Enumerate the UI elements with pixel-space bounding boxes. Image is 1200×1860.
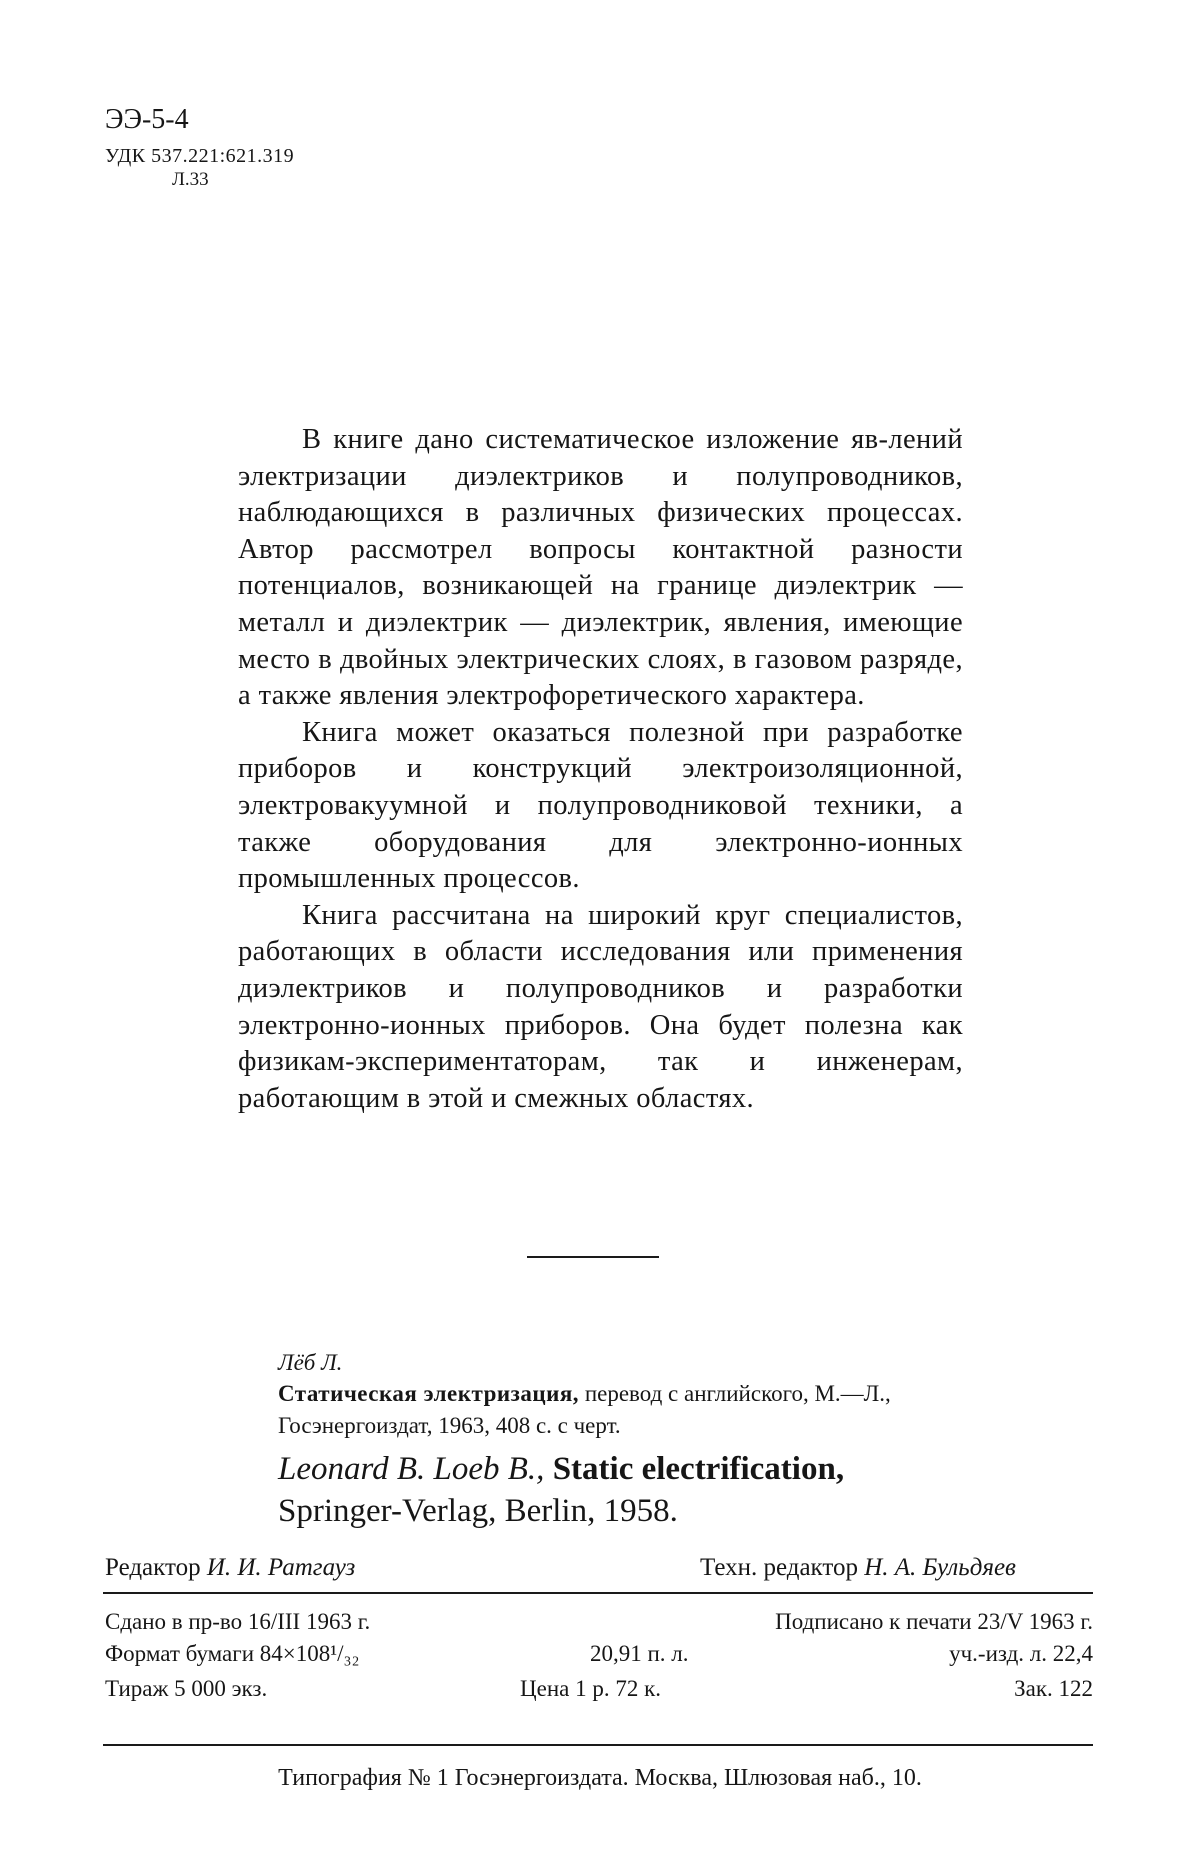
annotation	[238, 422, 963, 1117]
bib-author-en: Leonard B. Loeb B.,	[278, 1451, 545, 1487]
tech-editor-name: Н. А. Бульдяев	[864, 1554, 1016, 1581]
separator-rule	[527, 1256, 659, 1258]
imprint-price: Цена 1 р. 72 к.	[520, 1676, 662, 1701]
bib-title-ru: Статическая электризация,	[278, 1381, 580, 1406]
annotation-paragraph-2: Книга может оказаться полезной при разработке приборов и конструкций электроизоляционной, электровакуумной и полупроводниковой техники, а также оборудования для электронно-ионных промышленных процессов.	[238, 716, 963, 895]
bib-author-ru: Лёб Л.	[278, 1350, 343, 1375]
classification-code: ЭЭ-5-4	[105, 104, 189, 135]
annotation-paragraph-3: Книга рассчитана на широкий круг специалистов, работающих в области исследования или применения диэлектриков и полупроводников и разработки электронно-ионных приборов. Она будет полезна как физикам-экспериментаторам, так и инженерам, работающим в этой и смежных областях.	[238, 899, 963, 1114]
imprint-pub-sheets: уч.-изд. л. 22,4	[949, 1641, 1093, 1666]
library-code: Л.33	[172, 169, 209, 190]
imprint-bottom-rule	[103, 1744, 1093, 1746]
bib-publisher-ru: Госэнергоиздат, 1963, 408 с. с черт.	[278, 1413, 621, 1438]
bib-translation-note: перевод с английского, М.—Л.,	[579, 1381, 891, 1406]
udk-code: УДК 537.221:621.319	[105, 145, 295, 167]
bib-original-line	[278, 1451, 1078, 1488]
imprint-paper-format: Формат бумаги 84×108¹/₃₂	[105, 1641, 360, 1666]
editor-name: И. И. Ратгауз	[206, 1554, 356, 1581]
bib-title-en: Static electrification,	[544, 1451, 845, 1487]
tech-editor-credit	[700, 1554, 1016, 1582]
imprint-top-rule	[103, 1592, 1093, 1594]
editor-label: Редактор	[105, 1554, 207, 1581]
imprint-sheets: 20,91 п. л.	[590, 1641, 689, 1666]
annotation-paragraph-1: В книге дано систематическое изложение яв-лений электризации диэлектриков и полупроводников, наблюдающихся в различных физических процессах. Автор рассмотрел вопросы контактной разности потенциалов, возникающей на границе диэлектрик — металл и диэлектрик — диэлектрик, явления, имеющие место в двойных электрических слоях, в газовом разряде, а также явления электрофоретического характера.	[238, 424, 963, 712]
tech-editor-label: Техн. редактор	[700, 1554, 865, 1581]
imprint-circulation: Тираж 5 000 экз.	[105, 1676, 268, 1701]
editor-credit	[105, 1554, 355, 1582]
imprint-submitted: Сдано в пр-во 16/III 1963 г.	[105, 1609, 371, 1634]
bib-publisher-en: Springer-Verlag, Berlin, 1958.	[278, 1493, 678, 1529]
imprint-order: Зак. 122	[1014, 1676, 1093, 1701]
bib-title-ru-line	[278, 1381, 1078, 1407]
printer-credit: Типография № 1 Госэнергоиздата. Москва, Шлюзовая наб., 10.	[278, 1765, 922, 1791]
imprint-signed: Подписано к печати 23/V 1963 г.	[775, 1609, 1093, 1634]
